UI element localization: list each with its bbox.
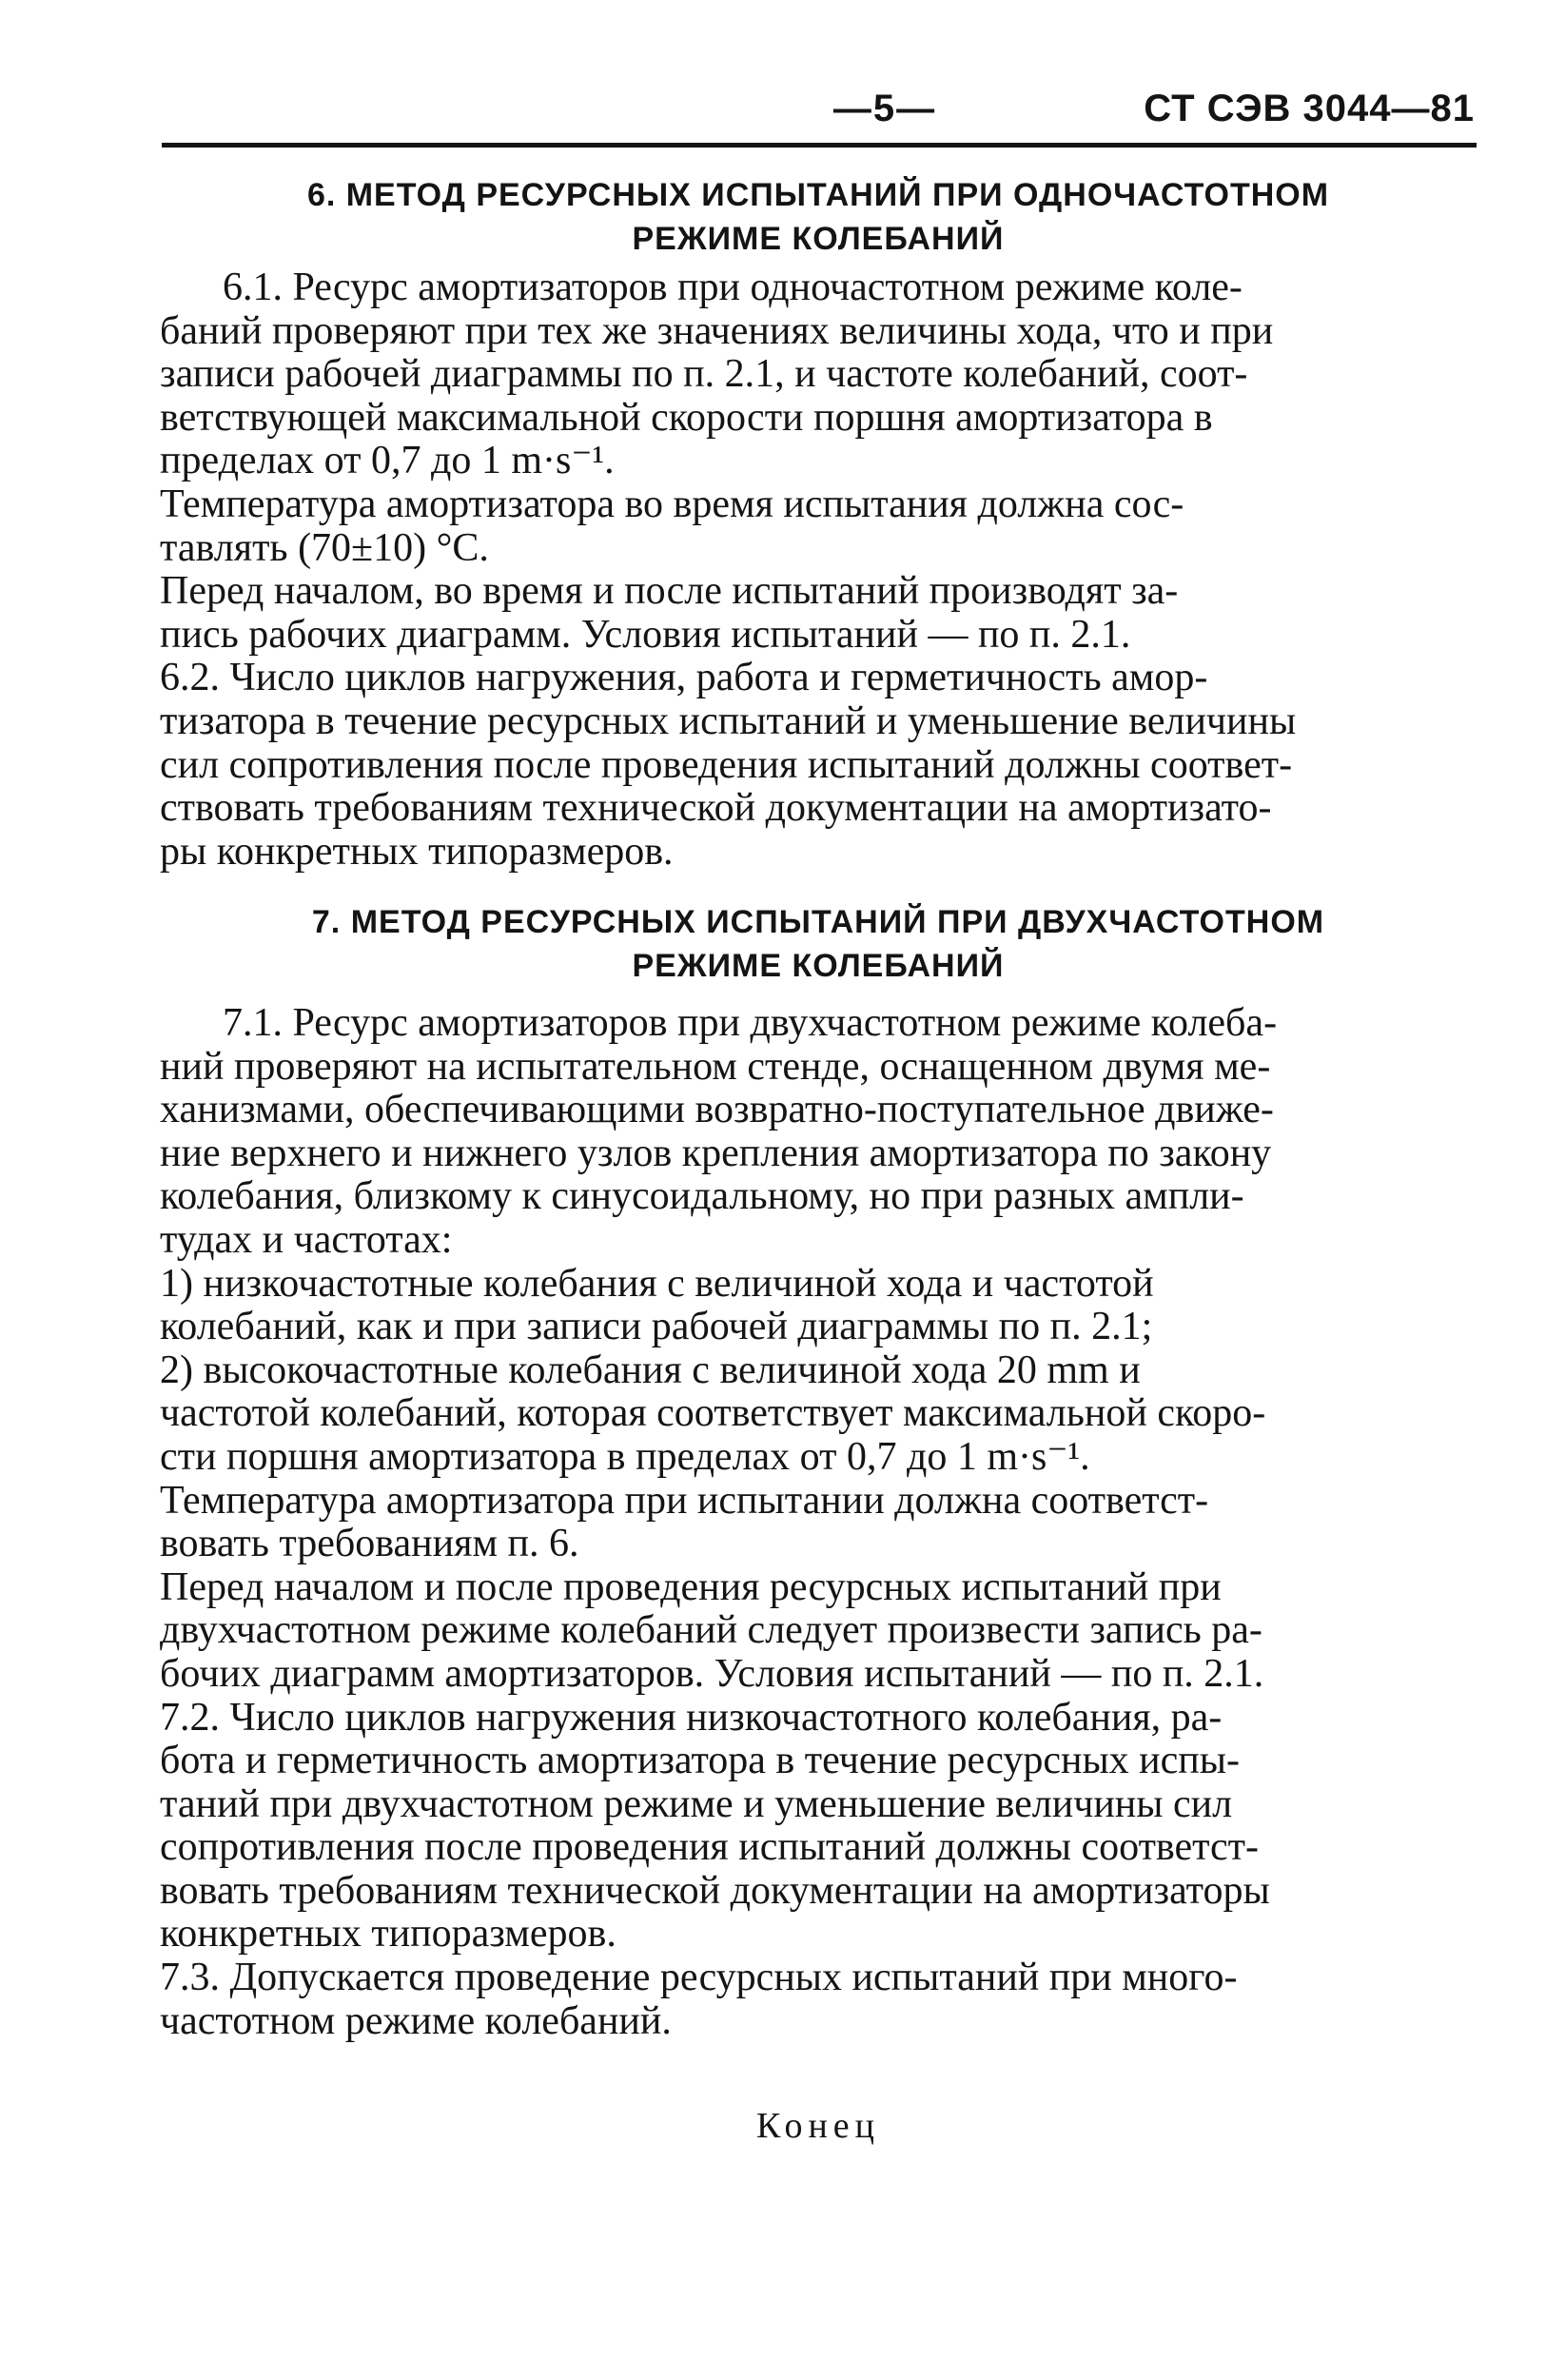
section-7-text: 7.1. Ресурс амортизаторов при двухчастотном режиме колеба- ний проверяют на испытательном стенде, оснащенном двумя ме- ханизмами, обеспечивающими возвратно-поступательное движе- ние верхнего и нижнего узлов крепления амортизатора по закону колебания, близкому к синусоидальному, но при разных ампли- тудах и частотах: 1) низкочастотные колебания с величиной хода и частотой колебаний, как и при записи рабочей диаграммы по п. 2.1; 2) высокочастотные колебания с величиной хода 20 mm и частотой колебаний, которая соответствует максимальной скоро- сти поршня амортизатора в пределах от 0,7 до 1 m·s⁻¹. Температура амортизатора при испытании должна соответст- вовать требованиям п. 6. Перед началом и после проведения ресурсных испытаний при двухчастотном режиме колебаний следует произвести запись ра- бочих диаграмм амортизаторов. Условия испытаний — по п. 2.1. 7.2. Число циклов нагружения низкочастотного колебания, ра- бота и герметичность амортизатора в течение ресурсных испы- таний при двухчастотном режиме и уменьшение величины сил сопротивления после проведения испытаний должны соответст- вовать требованиям технической документации на амортизаторы конкретных типоразмеров. 7.3. Допускается проведение ресурсных испытаний при много- частотном режиме колебаний.	[160, 1001, 1278, 2043]
section-7-heading: 7. МЕТОД РЕСУРСНЫХ ИСПЫТАНИЙ ПРИ ДВУХЧАСТОТНОМ РЕЖИМЕ КОЛЕБАНИЙ	[311, 904, 1325, 984]
header-divider	[162, 143, 1477, 148]
page-number: —5—	[832, 88, 937, 129]
document-ending: Конец	[756, 2106, 880, 2146]
section-6-text: 6.1. Ресурс амортизаторов при одночастотном режиме коле- баний проверяют при тех же значениях величины хода, что и при записи рабочей диаграммы по п. 2.1, и частоте колебаний, соот- ветствующей максимальной скорости поршня амортизатора в пределах от 0,7 до 1 m·s⁻¹. Температура амортизатора во время испытания должна сос- тавлять (70±10) °С. Перед началом, во время и после испытаний производят за- пись рабочих диаграмм. Условия испытаний — по п. 2.1. 6.2. Число циклов нагружения, работа и герметичность амор- тизатора в течение ресурсных испытаний и уменьшение величины сил сопротивления после проведения испытаний должны соответ- ствовать требованиям технической документации на амортизато- ры конкретных типоразмеров.	[160, 266, 1297, 874]
standard-code: СТ СЭВ 3044—81	[1144, 88, 1475, 129]
page-header	[143, 88, 1475, 145]
section-6-heading: 6. МЕТОД РЕСУРСНЫХ ИСПЫТАНИЙ ПРИ ОДНОЧАСТОТНОМ РЕЖИМЕ КОЛЕБАНИЙ	[306, 177, 1330, 257]
